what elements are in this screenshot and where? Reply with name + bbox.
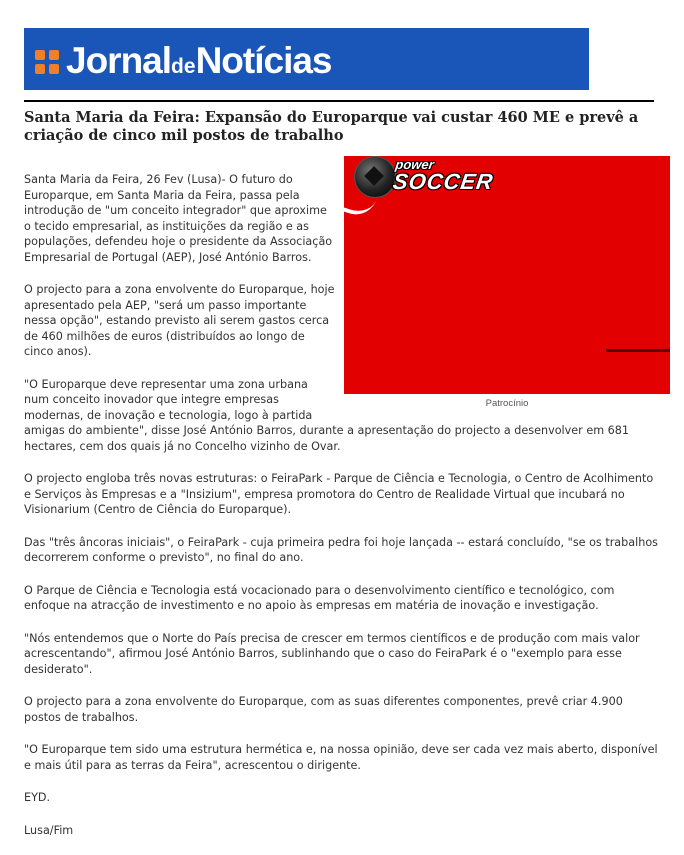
article-signoff: EYD. [24, 791, 51, 804]
ad-decoration-line [606, 349, 670, 352]
ad-brand-top: power [394, 157, 435, 172]
sponsor-caption: Patrocínio [485, 398, 529, 409]
sponsor-ad[interactable] [344, 156, 670, 412]
logo-wordmark [66, 41, 332, 87]
header-divider [24, 100, 654, 102]
power-soccer-banner[interactable] [344, 156, 670, 394]
article-paragraph: "O Europarque tem sido uma estrutura hermética e, na nossa opinião, deve ser cada vez mais aberto, disponível e mais útil para as terras da Feira", acrescentou o dirigente. [24, 743, 658, 772]
article-paragraph: O projecto engloba três novas estruturas: o FeiraPark - Parque de Ciência e Tecnologia, o Centro de Acolhimento e Serviços às Empresas e a "Insizium", empresa promotora do Centro de Realidade Virtual que incubará no Visionarium (Centro de Ciência do Europarque). [24, 472, 654, 516]
masthead-logo [24, 28, 589, 90]
logo-dots-icon [35, 50, 61, 76]
article-source: Lusa/Fim [24, 823, 74, 837]
ad-brand [392, 158, 497, 193]
article-paragraph: "Nós entendemos que o Norte do País precisa de crescer em termos científicos e de produção com mais valor acrescentando", afirmou José António Barros, sublinhando que o caso do FeiraPark é o "exemplo para esse desiderato". [24, 631, 640, 676]
article-paragraph: Das "três âncoras iniciais", o FeiraPark - cuja primeira pedra foi hoje lançada -- estará concluído, "se os trabalhos decorrerem conforme o previsto", no final do ano. [24, 535, 658, 564]
article-paragraph: O projecto para a zona envolvente do Europarque, com as suas diferentes componentes, prevê criar 4.900 postos de trabalhos. [24, 695, 623, 724]
ad-brand-bottom: SOCCER [391, 169, 496, 194]
article-paragraph: "O Europarque deve representar uma zona urbana num conceito inovador que integre empresas modernas, de inovação e tecnologia, logo à partida amigas do ambiente", disse José António Barros, durante a apresentação do projecto a desenvolver em 681 hectares, cem dos quais já no Concelho vizinho de Ovar. [24, 377, 630, 453]
logo-word-noticias: Notícias [195, 40, 332, 81]
article-paragraph: O Parque de Ciência e Tecnologia está vocacionado para o desenvolvimento científico e tecnológico, com enfoque na atracção de investimento e no apoio às empresas em matéria de inovação e investigação. [24, 583, 615, 612]
article-paragraph: O projecto para a zona envolvente do Europarque, hoje apresentado pela AEP, "será um passo importante nessa opção", estando previsto ali serem gastos cerca de 460 milhões de euros (distribuídos ao longo de cinco anos). [24, 283, 335, 358]
logo-word-jornal: Jornal [66, 40, 172, 81]
article-headline: Santa Maria da Feira: Expansão do Europarque vai custar 460 ME e prevê a criação de cinco mil postos de trabalho [24, 109, 639, 144]
logo-word-de: de [171, 55, 196, 78]
article-paragraph: Santa Maria da Feira, 26 Fev (Lusa)- O futuro do Europarque, em Santa Maria da Feira, passa pela introdução de "um conceito integrador" que aproxime o tecido empresarial, as instituições da região e as populações, defendeu hoje o presidente da Associação Empresarial de Portugal (AEP), José António Barros. [24, 173, 333, 264]
article-body [24, 157, 660, 855]
soccer-ball-icon [354, 156, 396, 198]
